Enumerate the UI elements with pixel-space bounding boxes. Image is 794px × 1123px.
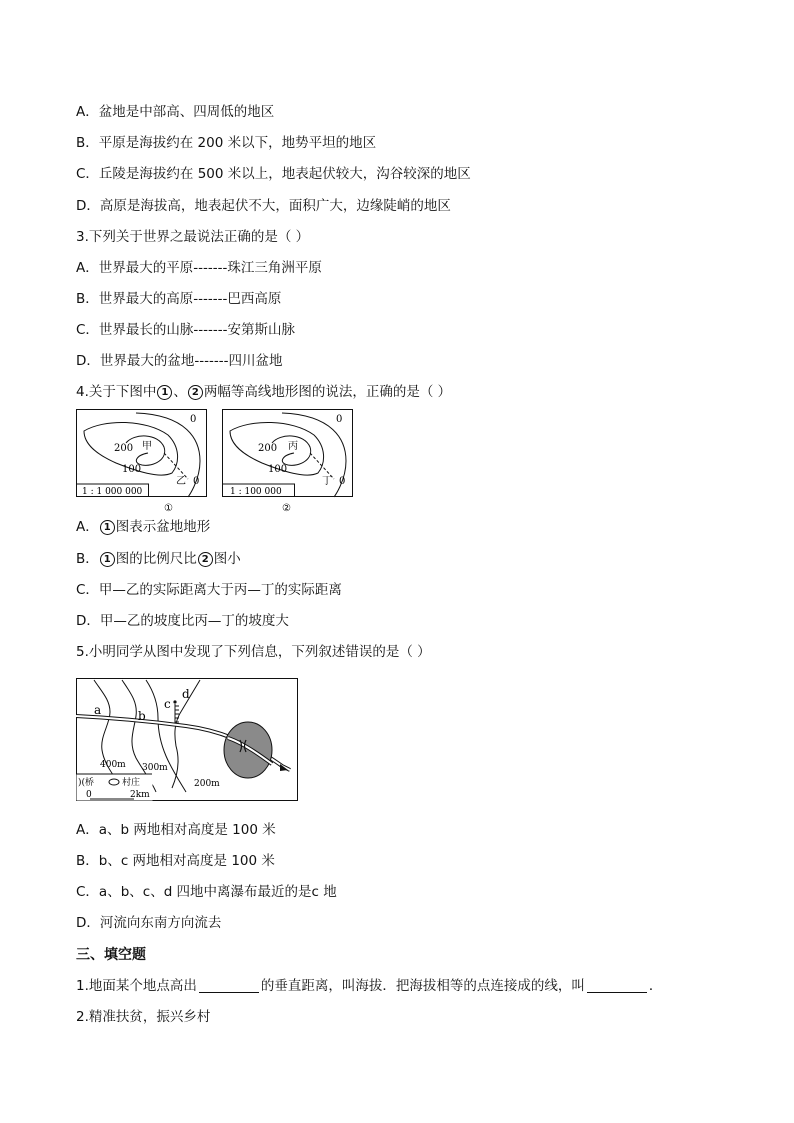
q3-option-c: C．世界最长的山脉-------安第斯山脉: [76, 322, 296, 338]
q4-option-d: D．甲—乙的坡度比丙—丁的坡度大: [76, 613, 289, 629]
scale-zero: 0: [86, 790, 92, 800]
label-d: d: [182, 687, 190, 701]
q2-option-d: D．高原是海拔高，地表起伏不大，面积广大，边缘陡峭的地区: [76, 198, 451, 214]
circled-number-2: 2: [188, 385, 203, 400]
map2-label-100: 100: [268, 464, 288, 475]
q4-option-b: [76, 550, 241, 568]
map1-frame: [77, 410, 207, 497]
label-b: b: [138, 709, 146, 723]
q2-option-a: A．盆地是中部高、四周低的地区: [76, 104, 275, 120]
q3-stem: 3.下列关于世界之最说法正确的是（ ）: [76, 229, 310, 245]
q4-option-a-text: 图表示盆地地形: [115, 519, 211, 535]
map2-point-end: 丁: [322, 476, 332, 487]
fill-q1-post: ．: [648, 978, 663, 994]
fill-q1: [76, 977, 662, 995]
circled-number-2: 2: [198, 552, 213, 567]
map2-label-zero-top: 0: [336, 414, 343, 425]
q4-stem-post: 两幅等高线地形图的说法，正确的是（ ）: [203, 384, 452, 400]
map2-point-start: 丙: [288, 441, 298, 452]
point-c-dot: [173, 700, 176, 703]
label-400m: 400m: [100, 760, 126, 770]
answer-blank-2[interactable]: [587, 979, 647, 993]
q4-option-a-prefix: A．: [76, 519, 99, 535]
circled-number-1: 1: [100, 552, 115, 567]
fill-q2: 2.精准扶贫，振兴乡村: [76, 1009, 211, 1025]
label-a: a: [94, 703, 102, 717]
q4-option-b-text: 图小: [213, 551, 241, 567]
q5-option-a: A．a、b 两地相对高度是 100 米: [76, 822, 276, 838]
map2-scale: 1 : 100 000: [230, 487, 282, 497]
section-heading: 三、填空题: [76, 947, 146, 963]
q2-option-b: B．平原是海拔约在 200 米以下，地势平坦的地区: [76, 135, 377, 151]
label-200m: 200m: [194, 779, 220, 789]
q4-option-b-prefix: B．: [76, 551, 99, 567]
map1-point-start: 甲: [142, 441, 152, 452]
village-area: [224, 722, 272, 778]
circled-number-1: 1: [100, 520, 115, 535]
label-300m: 300m: [142, 763, 168, 773]
q4-option-a: [76, 518, 210, 536]
q4-stem-pre: 4.关于下图中: [76, 384, 157, 400]
map1-label-zero-top: 0: [190, 414, 197, 425]
legend-village: 村庄: [122, 778, 141, 788]
label-c: c: [164, 697, 171, 711]
fill-q1-mid: 的垂直距离，叫海拔．把海拔相等的点连接成的线，叫: [260, 978, 585, 994]
contour-line-400: [94, 680, 122, 788]
legend-village-icon: [109, 779, 119, 785]
map1-scale: 1 : 1 000 000: [82, 487, 143, 497]
q3-option-b: B．世界最大的高原-------巴西高原: [76, 291, 282, 307]
map2-frame: [223, 410, 353, 497]
q3-option-d: D．世界最大的盆地-------四川盆地: [76, 353, 283, 369]
waterfall-contour-map: [76, 678, 300, 804]
q5-option-c: C．a、b、c、d 四地中离瀑布最近的是c 地: [76, 884, 337, 900]
map1-caption: ①: [164, 503, 173, 513]
q4-stem: [76, 383, 451, 401]
fill-q1-pre: 1.地面某个地点高出: [76, 978, 197, 994]
contour-map-1: [76, 409, 210, 513]
legend-bridge: )(桥: [78, 778, 95, 788]
map2-caption: ②: [282, 503, 291, 513]
map2-label-200: 200: [258, 443, 278, 454]
answer-blank-1[interactable]: [199, 979, 259, 993]
map1-label-100: 100: [122, 464, 142, 475]
contour-map-2: [222, 409, 356, 513]
map1-point-end: 乙: [176, 476, 186, 487]
q5-option-d: D．河流向东南方向流去: [76, 915, 222, 931]
map2-label-zero-bottom: 0: [339, 476, 346, 487]
map1-label-zero-bottom: 0: [193, 476, 200, 487]
q2-option-c: C．丘陵是海拔约在 500 米以上，地表起伏较大，沟谷较深的地区: [76, 166, 471, 182]
scale-length: 2km: [130, 790, 150, 800]
q5-option-b: B．b、c 两地相对高度是 100 米: [76, 853, 275, 869]
q4-option-c: C．甲—乙的实际距离大于丙—丁的实际距离: [76, 582, 342, 598]
q3-option-a: A．世界最大的平原-------珠江三角洲平原: [76, 260, 322, 276]
q4-option-b-mid: 图的比例尺比: [115, 551, 197, 567]
circled-number-1: 1: [157, 385, 172, 400]
q5-stem: 5.小明同学从图中发现了下列信息，下列叙述错误的是（ ）: [76, 644, 431, 660]
q4-stem-mid: 、: [173, 384, 187, 400]
map1-label-200: 200: [114, 443, 134, 454]
